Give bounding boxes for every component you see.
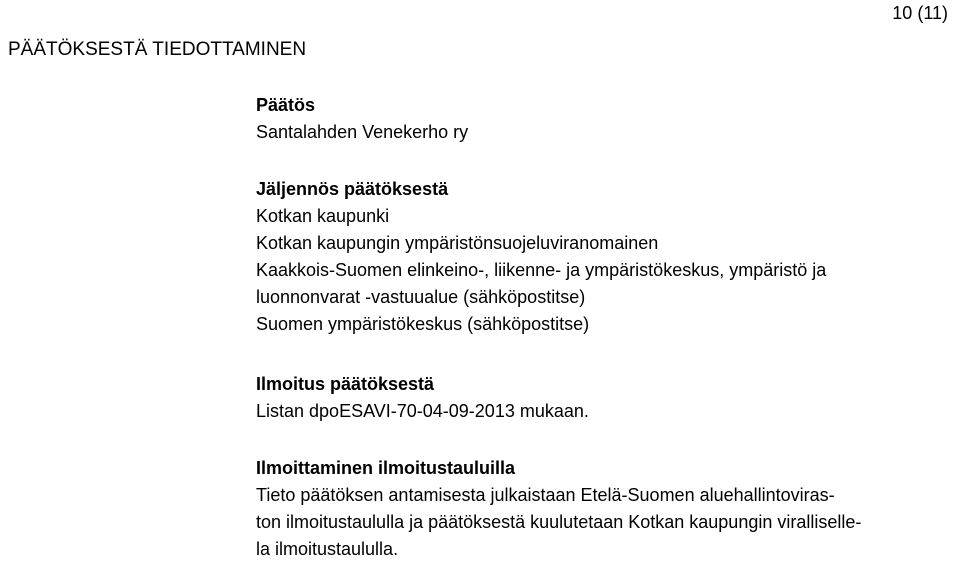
copy-recipient-4: Suomen ympäristökeskus (sähköpostitse)	[256, 314, 590, 334]
copy-heading: Jäljennös päätöksestä	[256, 179, 449, 199]
copy-recipient-1: Kotkan kaupunki	[256, 206, 390, 226]
board-text-line-3: la ilmoitustaululla.	[256, 539, 399, 559]
decision-section	[256, 92, 956, 146]
copy-section	[256, 176, 956, 338]
decision-recipient: Santalahden Venekerho ry	[256, 122, 469, 142]
notice-section	[256, 371, 956, 425]
board-heading: Ilmoittaminen ilmoitustauluilla	[256, 458, 516, 478]
copy-recipient-3-continued: luonnonvarat -vastuualue (sähköpostitse)	[256, 287, 586, 307]
document-section-title: PÄÄTÖKSESTÄ TIEDOTTAMINEN	[8, 39, 307, 60]
notice-heading: Ilmoitus päätöksestä	[256, 374, 435, 394]
board-text-line-1: Tieto päätöksen antamisesta julkaistaan Etelä-Suomen aluehallintoviras-	[256, 485, 835, 505]
page-number: 10 (11)	[892, 3, 948, 23]
board-text-line-2: ton ilmoitustaululla ja päätöksestä kuulutetaan Kotkan kaupungin viralliselle-	[256, 512, 862, 532]
decision-heading: Päätös	[256, 95, 316, 115]
notice-text: Listan dpoESAVI-70-04-09-2013 mukaan.	[256, 401, 589, 421]
board-section	[256, 455, 956, 563]
copy-recipient-2: Kotkan kaupungin ympäristönsuojeluviranomainen	[256, 233, 659, 253]
copy-recipient-3: Kaakkois-Suomen elinkeino-, liikenne- ja ympäristökeskus, ympäristö ja	[256, 260, 827, 280]
